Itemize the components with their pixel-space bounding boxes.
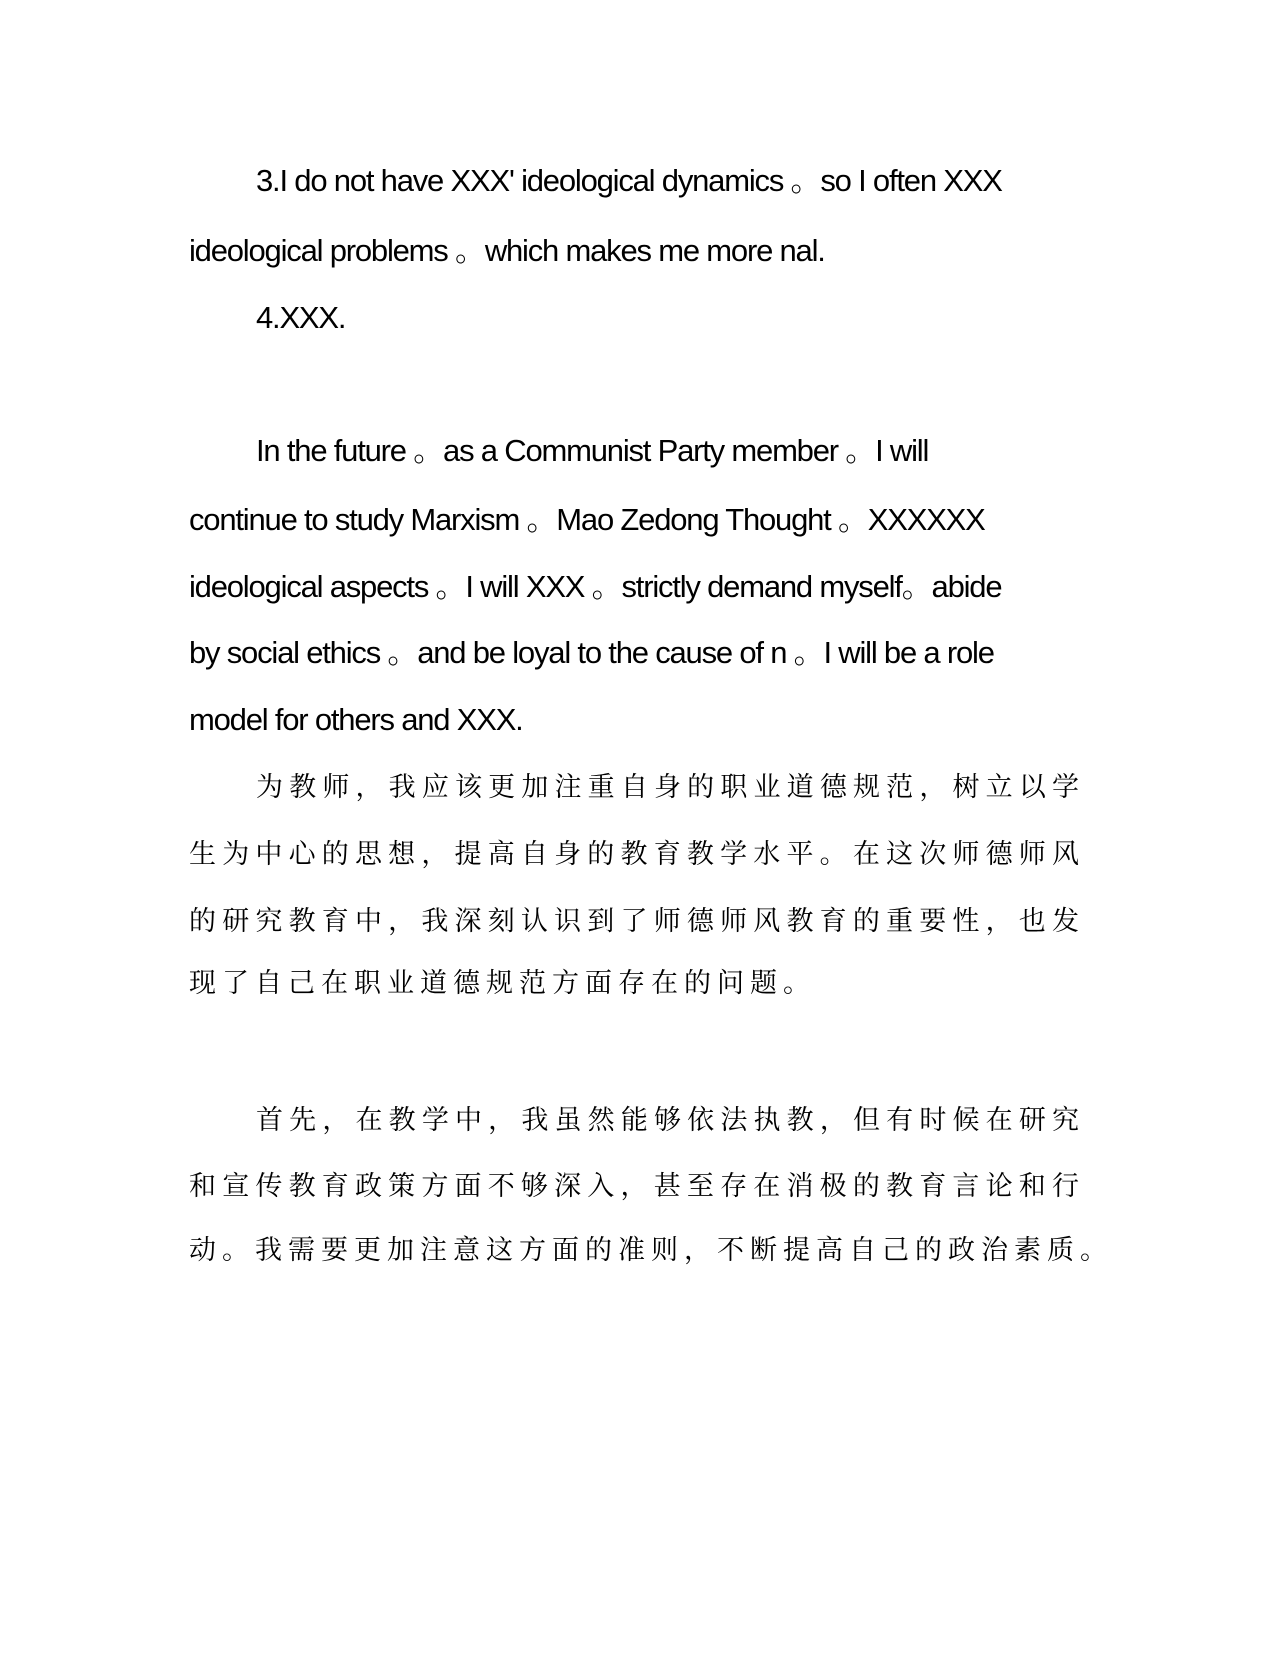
text-line: ideological aspects 。I will XXX 。strictly demand myself。abide [189, 569, 1002, 604]
text-line: 为教师，我应该更加注重自身的职业道德规范，树立以学 [256, 772, 1085, 803]
text-line: 3.I do not have XXX' ideological dynamics 。so I often XXX [256, 163, 1002, 198]
text-line: In the future 。as a Communist Party member 。I will [256, 433, 929, 468]
text-line: 现了自己在职业道德规范方面存在的问题。 [189, 968, 816, 999]
text-line: 的研究教育中，我深刻认识到了师德师风教育的重要性，也发 [189, 906, 1085, 937]
text-line: 首先，在教学中，我虽然能够依法执教，但有时候在研究 [256, 1105, 1085, 1136]
text-line: continue to study Marxism 。Mao Zedong Thought 。XXXXXX [189, 502, 985, 537]
text-line: 和宣传教育政策方面不够深入，甚至存在消极的教育言论和行 [189, 1171, 1085, 1202]
text-line: by social ethics 。and be loyal to the cause of n 。I will be a role [189, 635, 994, 670]
text-line: 4.XXX. [256, 300, 346, 335]
text-line: 动。我需要更加注意这方面的准则，不断提高自己的政治素质。 [189, 1235, 1113, 1266]
text-line: 生为中心的思想，提高自身的教育教学水平。在这次师德师风 [189, 839, 1085, 870]
text-line: model for others and XXX. [189, 702, 523, 737]
text-line: ideological problems 。which makes me more nal. [189, 233, 825, 268]
